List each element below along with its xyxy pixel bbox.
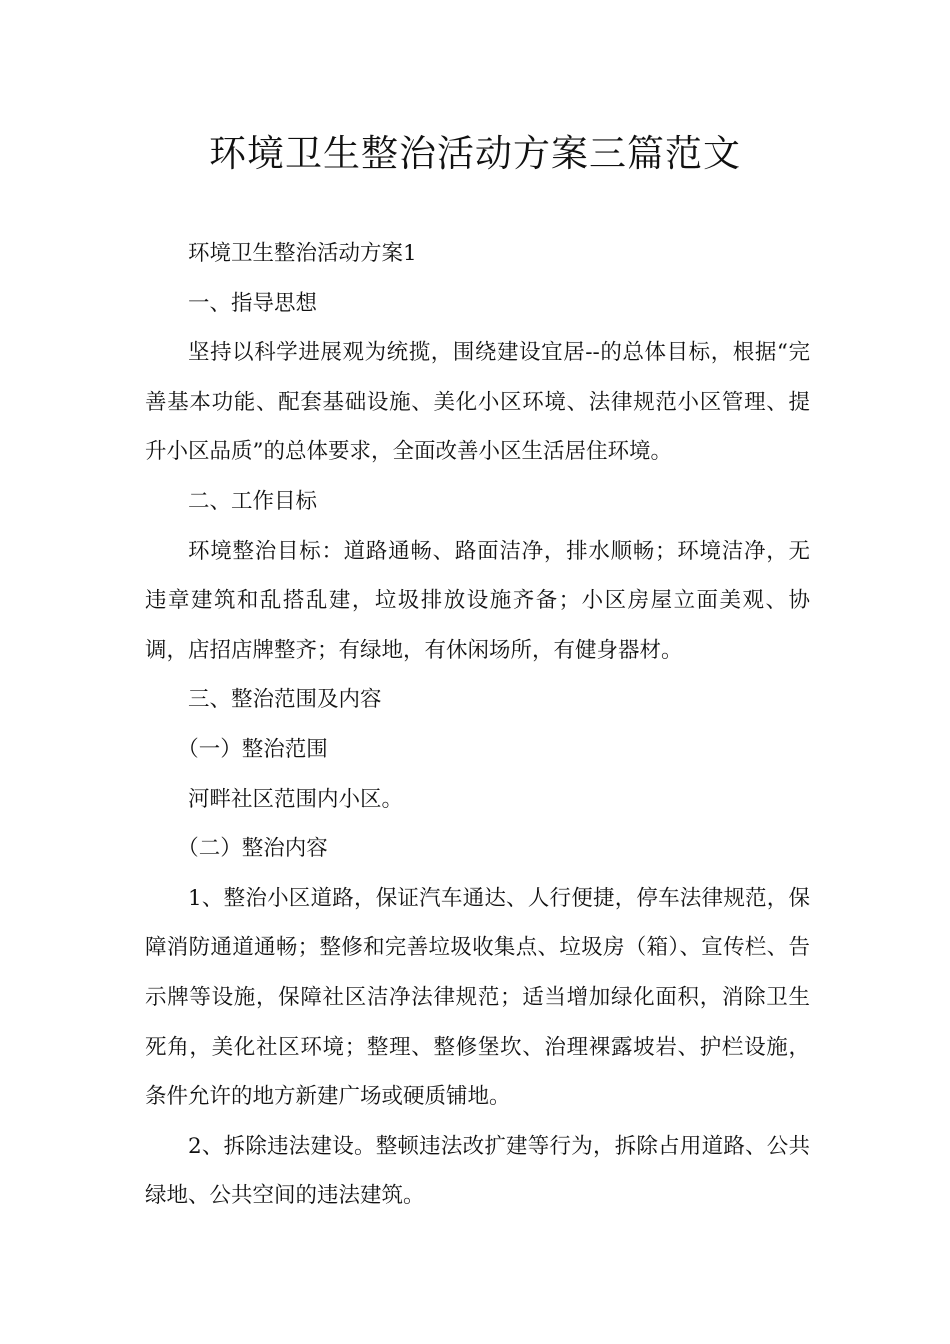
- section-heading-work-goals: 二、工作目标: [188, 488, 318, 514]
- subheading-content: （二）整治内容: [177, 836, 328, 862]
- paragraph-plan-heading: 环境卫生整治活动方案1: [188, 241, 417, 266]
- subheading-scope: （一）整治范围: [177, 736, 328, 762]
- paragraph-guiding-ideology: 坚持以科学进展观为统揽，围绕建设宜居--的总体目标，根据“完善基本功能、配套基础设施、美化小区环境、法律规范小区管理、提升小区品质”的总体要求，全面改善小区生活居住环境。: [145, 340, 810, 465]
- paragraph-content-item-2: 2、拆除违法建设。整顿违法改扩建等行为，拆除占用道路、公共绿地、公共空间的违法建筑。: [145, 1133, 810, 1209]
- paragraph-scope: 河畔社区范围内小区。: [188, 786, 404, 812]
- document-body: [145, 229, 810, 1221]
- section-heading-scope-content: 三、整治范围及内容: [188, 687, 382, 713]
- paragraph-work-goals: 环境整治目标：道路通畅、路面洁净，排水顺畅；环境洁净，无违章建筑和乱搭乱建，垃圾排放设施齐备；小区房屋立面美观、协调，店招店牌整齐；有绿地，有休闲场所，有健身器材。: [145, 538, 810, 663]
- section-heading-guiding-ideology: 一、指导思想: [188, 290, 318, 316]
- document-title: 环境卫生整治活动方案三篇范文: [209, 132, 741, 175]
- paragraph-content-item-1: 1、整治小区道路，保证汽车通达、人行便捷，停车法律规范，保障消防通道通畅；整修和完善垃圾收集点、垃圾房（箱）、宣传栏、告示牌等设施，保障社区洁净法律规范；适当增加绿化面积，消除卫生死角，美化社区环境；整理、整修堡坎、治理裸露坡岩、护栏设施，条件允许的地方新建广场或硬质铺地。: [145, 885, 810, 1110]
